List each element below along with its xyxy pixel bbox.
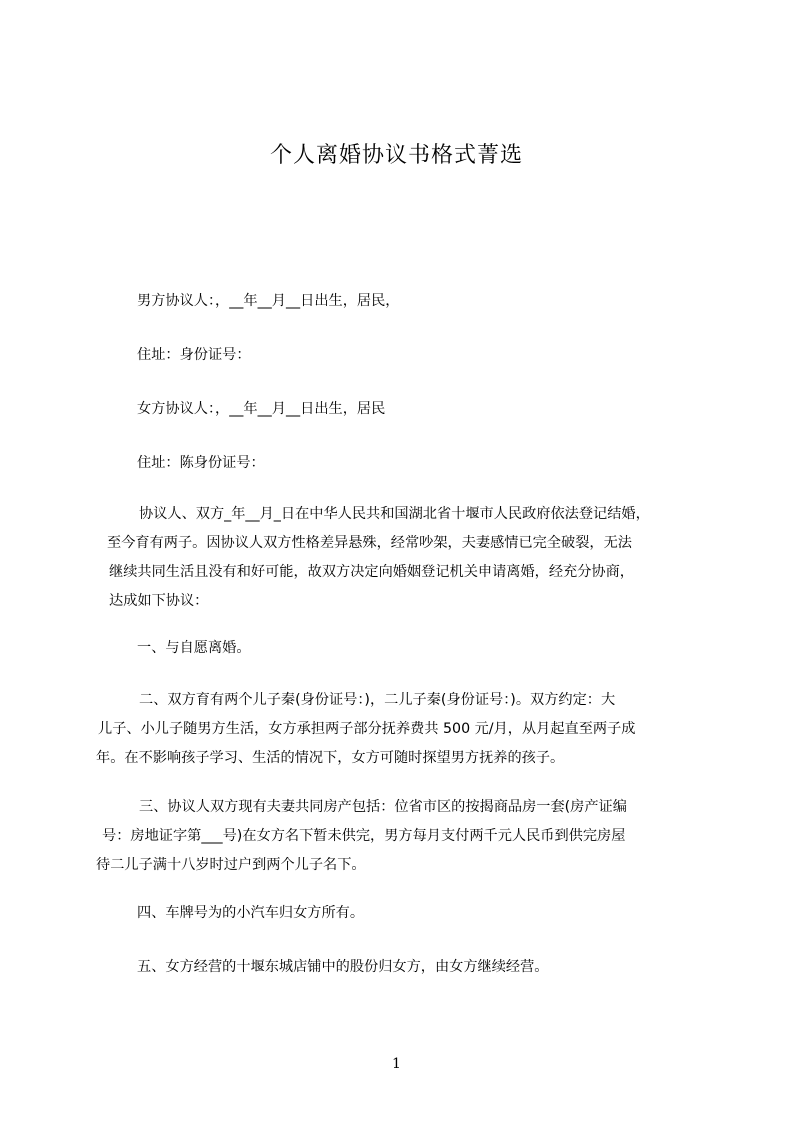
- intro-line: 继续共同生活且没有和好可能，故双方决定向婚姻登记机关申请离婚，经充分协商，: [109, 564, 634, 580]
- intro-line: 协议人、双方_年__月_日在中华人民共和国湖北省十堰市人民政府依法登记结婚，: [139, 506, 650, 522]
- clause-2-line: 二、双方育有两个儿子秦(身份证号：)，二儿子秦(身份证号：)。双方约定：大: [139, 692, 616, 708]
- document-title: 个人离婚协议书格式菁选: [269, 143, 523, 168]
- page-number: 1: [392, 1056, 401, 1072]
- clause-3-line: 三、协议人双方现有夫妻共同房产包括：位省市区的按揭商品房一套(房产证编: [139, 799, 627, 815]
- clause-1: 一、与自愿离婚。: [137, 640, 251, 656]
- clause-2-line: 儿子、小儿子随男方生活，女方承担两子部分抚养费共 500 元/月，从月起直至两子成: [98, 721, 636, 737]
- intro-line: 至今育有两子。因协议人双方性格差异悬殊，经常吵架，夫妻感情已完全破裂，无法: [107, 535, 632, 551]
- intro-line: 达成如下协议：: [109, 593, 209, 609]
- clause-4: 四、车牌号为的小汽车归女方所有。: [137, 905, 365, 921]
- address-female-line: 住址：陈身份证号：: [137, 455, 265, 471]
- clause-3-paragraph: [96, 793, 701, 880]
- clause-2-line: 年。在不影响孩子学习、生活的情况下，女方可随时探望男方抚养的孩子。: [96, 750, 565, 766]
- address-male-line: 住址：身份证号：: [137, 347, 251, 363]
- clause-3-line: 号：房地证字第___号)在女方名下暂未供完，男方每月支付两千元人民币到供完房屋: [102, 828, 626, 844]
- clause-5: 五、女方经营的十堰东城店铺中的股份归女方，由女方继续经营。: [137, 959, 549, 975]
- party-female-line: 女方协议人：，__年__月__日出生，居民: [137, 401, 386, 417]
- intro-paragraph: [96, 500, 701, 616]
- party-male-line: 男方协议人：，__年__月__日出生，居民，: [137, 293, 400, 309]
- clause-2-paragraph: [96, 686, 701, 773]
- clause-3-line: 待二儿子满十八岁时过户到两个儿子名下。: [96, 857, 366, 873]
